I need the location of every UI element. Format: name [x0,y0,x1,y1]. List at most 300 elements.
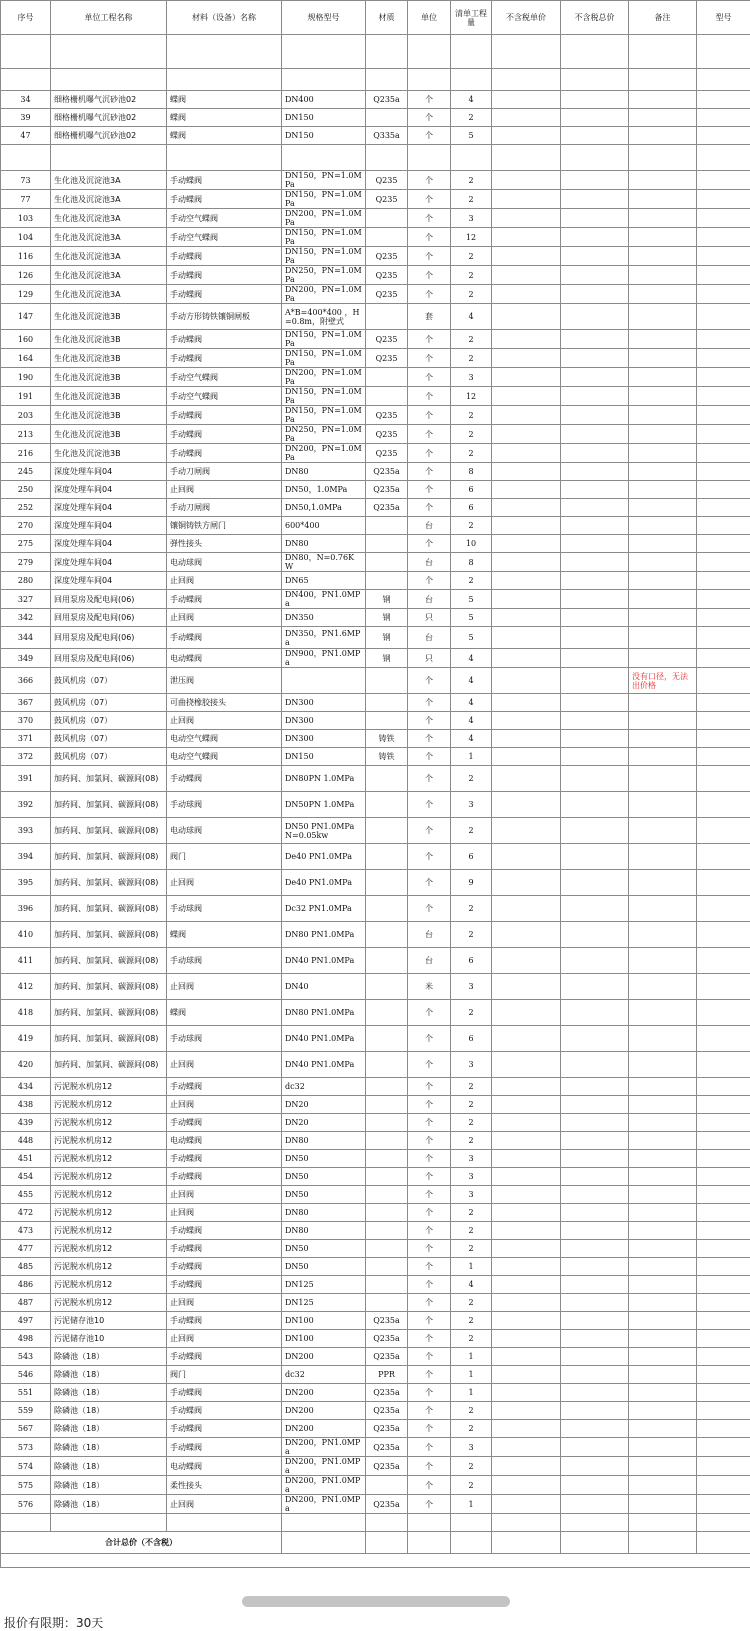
cell-spec-model[interactable]: 600*400 [282,517,366,535]
cell-unit-price[interactable] [492,1495,561,1514]
cell-spec-model[interactable]: DN50 [282,1240,366,1258]
cell-model[interactable] [697,349,750,368]
cell-quantity[interactable]: 2 [451,1096,492,1114]
cell-material[interactable] [366,1168,408,1186]
cell-unit-price[interactable] [492,1476,561,1495]
header-unit-project-name[interactable]: 单位工程名称 [51,1,167,35]
cell-spec-model[interactable]: DN80PN 1.0MPa [282,766,366,792]
cell-spec-model[interactable]: DN50，1.0MPa [282,481,366,499]
header-spec-model[interactable]: 规格型号 [282,1,366,35]
cell-unit[interactable]: 个 [408,1276,451,1294]
cell-index[interactable]: 391 [1,766,51,792]
cell-unit[interactable]: 台 [408,948,451,974]
cell-remark[interactable] [629,1150,697,1168]
cell-unit[interactable]: 个 [408,1168,451,1186]
total-cell[interactable] [282,1532,366,1554]
cell-remark[interactable] [629,91,697,109]
cell-index[interactable]: 203 [1,406,51,425]
cell-unit-project-name[interactable]: 回用泵房及配电间(06) [51,649,167,668]
cell-quantity[interactable]: 6 [451,844,492,870]
cell-unit[interactable]: 个 [408,1438,451,1457]
cell-total-price[interactable] [561,35,629,69]
cell-material-name[interactable]: 手动蝶阀 [167,266,282,285]
cell-total-price[interactable] [561,609,629,627]
cell-unit-price[interactable] [492,349,561,368]
cell-index[interactable]: 116 [1,247,51,266]
cell-material[interactable] [366,228,408,247]
cell-material[interactable] [366,1186,408,1204]
cell-remark[interactable] [629,127,697,145]
cell-unit-project-name[interactable]: 除磷池（18） [51,1476,167,1495]
cell-unit-project-name[interactable]: 除磷池（18） [51,1438,167,1457]
cell-quantity[interactable] [451,35,492,69]
cell-remark[interactable] [629,792,697,818]
cell-unit-project-name[interactable]: 生化池及沉淀池3A [51,209,167,228]
cell-index[interactable]: 275 [1,535,51,553]
cell-unit-price[interactable] [492,922,561,948]
cell-index[interactable]: 412 [1,974,51,1000]
cell-spec-model[interactable]: DN80 PN1.0MPa [282,1000,366,1026]
cell-index[interactable]: 559 [1,1402,51,1420]
cell-model[interactable] [697,609,750,627]
cell-unit-price[interactable] [492,1276,561,1294]
cell-unit-project-name[interactable]: 污泥脱水机房12 [51,1294,167,1312]
cell-unit[interactable]: 台 [408,627,451,649]
cell-unit[interactable]: 个 [408,1204,451,1222]
cell-material-name[interactable]: 止回阀 [167,712,282,730]
cell-material[interactable] [366,1258,408,1276]
cell-spec-model[interactable]: DN80 [282,1222,366,1240]
cell-unit-price[interactable] [492,304,561,330]
cell-total-price[interactable] [561,896,629,922]
cell-model[interactable] [697,694,750,712]
cell-unit-project-name[interactable]: 加药间、加氯间、碳源间(08) [51,922,167,948]
cell-quantity[interactable]: 3 [451,974,492,1000]
cell-unit[interactable]: 个 [408,535,451,553]
cell-material-name[interactable]: 手动蝶阀 [167,1348,282,1366]
cell-unit[interactable]: 个 [408,406,451,425]
cell-unit[interactable] [408,1514,451,1532]
cell-unit[interactable]: 台 [408,590,451,609]
cell-index[interactable]: 342 [1,609,51,627]
cell-quantity[interactable]: 2 [451,818,492,844]
cell-unit-price[interactable] [492,1026,561,1052]
cell-remark[interactable] [629,1052,697,1078]
cell-remark[interactable] [629,1078,697,1096]
cell-model[interactable] [697,463,750,481]
cell-material-name[interactable]: 手动蝶阀 [167,1312,282,1330]
cell-model[interactable] [697,1000,750,1026]
cell-unit-price[interactable] [492,109,561,127]
cell-remark[interactable] [629,1366,697,1384]
cell-spec-model[interactable]: DN200，PN1.0MPa [282,1495,366,1514]
cell-material-name[interactable]: 止回阀 [167,1495,282,1514]
cell-index[interactable]: 420 [1,1052,51,1078]
cell-total-price[interactable] [561,247,629,266]
cell-unit-price[interactable] [492,91,561,109]
cell-unit-project-name[interactable]: 加药间、加氯间、碳源间(08) [51,1052,167,1078]
cell-spec-model[interactable]: DN150，PN=1.0MPa [282,228,366,247]
total-cell[interactable] [451,1532,492,1554]
cell-quantity[interactable]: 2 [451,330,492,349]
cell-unit-project-name[interactable]: 污泥脱水机房12 [51,1258,167,1276]
cell-unit[interactable]: 个 [408,844,451,870]
cell-index[interactable]: 410 [1,922,51,948]
cell-index[interactable]: 575 [1,1476,51,1495]
cell-model[interactable] [697,1438,750,1457]
cell-unit[interactable]: 个 [408,766,451,792]
cell-unit-price[interactable] [492,609,561,627]
cell-unit-project-name[interactable]: 细格栅机曝气沉砂池02 [51,109,167,127]
cell-unit-project-name[interactable]: 加药间、加氯间、碳源间(08) [51,896,167,922]
cell-model[interactable] [697,1348,750,1366]
cell-index[interactable]: 190 [1,368,51,387]
cell-material[interactable] [366,69,408,91]
cell-material[interactable] [366,109,408,127]
cell-model[interactable] [697,190,750,209]
cell-material-name[interactable]: 电动空气蝶阀 [167,748,282,766]
cell-total-price[interactable] [561,1132,629,1150]
cell-material-name[interactable]: 手动蝶阀 [167,171,282,190]
cell-material-name[interactable]: 手动蝶阀 [167,1240,282,1258]
cell-material-name[interactable]: 止回阀 [167,609,282,627]
cell-index[interactable]: 349 [1,649,51,668]
cell-unit[interactable]: 个 [408,668,451,694]
cell-remark[interactable] [629,109,697,127]
cell-quantity[interactable]: 2 [451,572,492,590]
cell-unit-price[interactable] [492,730,561,748]
cell-spec-model[interactable]: DN400 [282,91,366,109]
cell-quantity[interactable]: 3 [451,209,492,228]
cell-unit-project-name[interactable]: 污泥脱水机房12 [51,1132,167,1150]
cell-unit[interactable]: 个 [408,91,451,109]
cell-total-price[interactable] [561,127,629,145]
cell-remark[interactable] [629,1026,697,1052]
cell-unit[interactable]: 套 [408,304,451,330]
cell-model[interactable] [697,1150,750,1168]
cell-index[interactable]: 372 [1,748,51,766]
cell-material-name[interactable]: 手动空气蝶阀 [167,387,282,406]
cell-unit-project-name[interactable]: 除磷池（18） [51,1348,167,1366]
cell-total-price[interactable] [561,1348,629,1366]
cell-model[interactable] [697,748,750,766]
cell-unit-project-name[interactable]: 回用泵房及配电间(06) [51,627,167,649]
cell-spec-model[interactable]: DN20 [282,1096,366,1114]
cell-total-price[interactable] [561,668,629,694]
cell-material[interactable]: 铸铁 [366,748,408,766]
cell-unit[interactable]: 个 [408,694,451,712]
cell-unit-project-name[interactable]: 鼓风机房（07） [51,712,167,730]
cell-unit[interactable]: 个 [408,1258,451,1276]
cell-total-price[interactable] [561,171,629,190]
cell-material-name[interactable]: 手动蝶阀 [167,1402,282,1420]
cell-remark[interactable] [629,535,697,553]
cell-spec-model[interactable]: DN40 [282,974,366,1000]
cell-spec-model[interactable]: DN200，PN1.0MPa [282,1438,366,1457]
cell-unit-price[interactable] [492,748,561,766]
cell-quantity[interactable]: 2 [451,349,492,368]
cell-spec-model[interactable]: DN125 [282,1294,366,1312]
cell-model[interactable] [697,1186,750,1204]
cell-quantity[interactable]: 2 [451,1114,492,1132]
cell-unit-project-name[interactable]: 回用泵房及配电间(06) [51,590,167,609]
cell-remark[interactable] [629,553,697,572]
cell-unit-project-name[interactable]: 加药间、加氯间、碳源间(08) [51,948,167,974]
cell-unit-project-name[interactable]: 深度处理车间04 [51,481,167,499]
cell-material[interactable]: Q235a [366,1457,408,1476]
cell-total-price[interactable] [561,517,629,535]
cell-spec-model[interactable]: DN300 [282,694,366,712]
cell-spec-model[interactable]: DN300 [282,712,366,730]
cell-spec-model[interactable]: DN900，PN1.0MPa [282,649,366,668]
cell-spec-model[interactable]: DN200，PN=1.0MPa [282,444,366,463]
cell-material[interactable] [366,1052,408,1078]
cell-unit[interactable]: 个 [408,1150,451,1168]
cell-unit-project-name[interactable]: 生化池及沉淀池3A [51,266,167,285]
cell-remark[interactable] [629,1330,697,1348]
cell-total-price[interactable] [561,1114,629,1132]
cell-total-price[interactable] [561,425,629,444]
cell-material[interactable]: Q235 [366,330,408,349]
cell-quantity[interactable]: 2 [451,1330,492,1348]
cell-total-price[interactable] [561,91,629,109]
cell-remark[interactable] [629,145,697,171]
cell-unit[interactable]: 个 [408,109,451,127]
cell-quantity[interactable]: 1 [451,1495,492,1514]
cell-unit-price[interactable] [492,712,561,730]
cell-index[interactable]: 396 [1,896,51,922]
cell-material[interactable]: Q235 [366,285,408,304]
cell-total-price[interactable] [561,1312,629,1330]
cell-unit[interactable]: 个 [408,330,451,349]
cell-unit[interactable]: 个 [408,1186,451,1204]
cell-unit[interactable]: 台 [408,517,451,535]
cell-remark[interactable] [629,1384,697,1402]
cell-total-price[interactable] [561,1294,629,1312]
cell-unit-project-name[interactable]: 回用泵房及配电间(06) [51,609,167,627]
cell-index[interactable]: 367 [1,694,51,712]
cell-model[interactable] [697,896,750,922]
total-cell[interactable] [697,1532,750,1554]
cell-index[interactable] [1,35,51,69]
cell-index[interactable]: 270 [1,517,51,535]
cell-unit[interactable]: 个 [408,463,451,481]
cell-unit-price[interactable] [492,1514,561,1532]
cell-material-name[interactable]: 止回阀 [167,870,282,896]
cell-model[interactable] [697,535,750,553]
cell-material-name[interactable]: 手动蝶阀 [167,1114,282,1132]
cell-unit-project-name[interactable]: 生化池及沉淀池3B [51,387,167,406]
cell-model[interactable] [697,649,750,668]
cell-index[interactable]: 126 [1,266,51,285]
cell-spec-model[interactable]: DN150，PN=1.0MPa [282,247,366,266]
cell-unit-project-name[interactable]: 污泥脱水机房12 [51,1186,167,1204]
cell-quantity[interactable]: 12 [451,387,492,406]
cell-quantity[interactable]: 3 [451,1186,492,1204]
cell-material-name[interactable]: 手动蝶阀 [167,1150,282,1168]
cell-material[interactable]: Q235a [366,481,408,499]
cell-quantity[interactable]: 6 [451,948,492,974]
cell-material-name[interactable]: 止回阀 [167,1204,282,1222]
cell-unit[interactable] [408,69,451,91]
cell-remark[interactable] [629,1186,697,1204]
cell-unit-project-name[interactable]: 污泥脱水机房12 [51,1204,167,1222]
cell-material-name[interactable]: 蝶阀 [167,91,282,109]
cell-model[interactable] [697,35,750,69]
cell-model[interactable] [697,481,750,499]
cell-model[interactable] [697,499,750,517]
header-model[interactable]: 型号 [697,1,750,35]
cell-material-name[interactable]: 手动蝶阀 [167,190,282,209]
cell-index[interactable]: 567 [1,1420,51,1438]
cell-index[interactable]: 543 [1,1348,51,1366]
cell-unit-project-name[interactable]: 鼓风机房（07） [51,730,167,748]
cell-quantity[interactable]: 3 [451,1438,492,1457]
cell-total-price[interactable] [561,145,629,171]
cell-remark[interactable] [629,1240,697,1258]
cell-unit-price[interactable] [492,1384,561,1402]
cell-model[interactable] [697,974,750,1000]
cell-model[interactable] [697,1026,750,1052]
cell-index[interactable]: 419 [1,1026,51,1052]
cell-material-name[interactable]: 手动蝶阀 [167,1438,282,1457]
cell-total-price[interactable] [561,1457,629,1476]
cell-unit-price[interactable] [492,1222,561,1240]
cell-material-name[interactable]: 手动球阀 [167,792,282,818]
cell-material[interactable] [366,948,408,974]
cell-total-price[interactable] [561,1495,629,1514]
cell-spec-model[interactable] [282,35,366,69]
cell-material-name[interactable]: 手动蝶阀 [167,444,282,463]
header-quantity[interactable]: 清单工程量 [451,1,492,35]
cell-quantity[interactable]: 4 [451,694,492,712]
cell-remark[interactable] [629,368,697,387]
cell-spec-model[interactable]: DN80 [282,463,366,481]
cell-model[interactable] [697,1514,750,1532]
cell-unit-price[interactable] [492,368,561,387]
cell-spec-model[interactable]: DN400，PN1.0MPa [282,590,366,609]
cell-material[interactable]: Q235a [366,1402,408,1420]
cell-quantity[interactable]: 2 [451,1294,492,1312]
cell-total-price[interactable] [561,285,629,304]
cell-unit[interactable]: 个 [408,1026,451,1052]
cell-index[interactable]: 47 [1,127,51,145]
cell-spec-model[interactable]: DN40 PN1.0MPa [282,948,366,974]
cell-total-price[interactable] [561,1168,629,1186]
cell-total-price[interactable] [561,730,629,748]
cell-unit[interactable]: 个 [408,285,451,304]
cell-quantity[interactable]: 4 [451,91,492,109]
cell-total-price[interactable] [561,304,629,330]
cell-index[interactable]: 498 [1,1330,51,1348]
cell-unit-project-name[interactable]: 除磷池（18） [51,1457,167,1476]
cell-spec-model[interactable]: DN125 [282,1276,366,1294]
cell-spec-model[interactable]: DN150，PN=1.0MPa [282,349,366,368]
cell-unit[interactable]: 个 [408,1402,451,1420]
cell-model[interactable] [697,818,750,844]
cell-unit[interactable]: 个 [408,499,451,517]
cell-total-price[interactable] [561,228,629,247]
cell-index[interactable]: 477 [1,1240,51,1258]
cell-remark[interactable] [629,844,697,870]
cell-model[interactable] [697,109,750,127]
cell-material-name[interactable]: 手动空气蝶阀 [167,209,282,228]
cell-total-price[interactable] [561,463,629,481]
cell-index[interactable]: 487 [1,1294,51,1312]
cell-spec-model[interactable]: DN200，PN=1.0MPa [282,209,366,228]
cell-material-name[interactable]: 手动蝶阀 [167,406,282,425]
cell-model[interactable] [697,517,750,535]
cell-material-name[interactable]: 手动球阀 [167,1026,282,1052]
cell-model[interactable] [697,922,750,948]
cell-unit-project-name[interactable] [51,145,167,171]
cell-unit-price[interactable] [492,668,561,694]
cell-model[interactable] [697,1132,750,1150]
cell-unit-price[interactable] [492,1312,561,1330]
cell-quantity[interactable]: 4 [451,304,492,330]
total-cell[interactable] [561,1532,629,1554]
header-total-price[interactable]: 不含税总价 [561,1,629,35]
cell-unit-project-name[interactable]: 生化池及沉淀池3B [51,349,167,368]
cell-spec-model[interactable]: DN150，PN=1.0MPa [282,190,366,209]
cell-total-price[interactable] [561,1366,629,1384]
cell-material-name[interactable]: 蝶阀 [167,109,282,127]
cell-unit[interactable]: 个 [408,368,451,387]
cell-quantity[interactable]: 2 [451,896,492,922]
cell-quantity[interactable]: 6 [451,499,492,517]
cell-material-name[interactable]: 电动蝶阀 [167,1132,282,1150]
cell-total-price[interactable] [561,1204,629,1222]
cell-material-name[interactable]: 手动蝶阀 [167,1078,282,1096]
cell-remark[interactable] [629,285,697,304]
cell-total-price[interactable] [561,1026,629,1052]
cell-remark[interactable] [629,35,697,69]
cell-remark[interactable] [629,896,697,922]
cell-material[interactable] [366,1150,408,1168]
header-remark[interactable]: 备注 [629,1,697,35]
cell-unit-price[interactable] [492,127,561,145]
cell-unit[interactable]: 个 [408,792,451,818]
cell-unit-price[interactable] [492,649,561,668]
cell-spec-model[interactable]: DN200 [282,1402,366,1420]
cell-unit-price[interactable] [492,190,561,209]
cell-spec-model[interactable]: De40 PN1.0MPa [282,870,366,896]
cell-index[interactable]: 252 [1,499,51,517]
cell-material-name[interactable]: 手动蝶阀 [167,349,282,368]
cell-index[interactable]: 344 [1,627,51,649]
cell-spec-model[interactable]: DN150 [282,109,366,127]
cell-index[interactable]: 394 [1,844,51,870]
cell-model[interactable] [697,1258,750,1276]
cell-material-name[interactable]: 止回阀 [167,1096,282,1114]
cell-unit-price[interactable] [492,818,561,844]
cell-total-price[interactable] [561,1514,629,1532]
cell-quantity[interactable]: 5 [451,609,492,627]
cell-spec-model[interactable]: DN80 [282,535,366,553]
cell-unit[interactable]: 个 [408,818,451,844]
cell-unit-price[interactable] [492,266,561,285]
cell-unit-project-name[interactable]: 生化池及沉淀池3B [51,368,167,387]
cell-unit-project-name[interactable]: 加药间、加氯间、碳源间(08) [51,818,167,844]
cell-unit-price[interactable] [492,590,561,609]
cell-model[interactable] [697,387,750,406]
cell-unit[interactable]: 个 [408,1132,451,1150]
cell-unit-project-name[interactable]: 污泥脱水机房12 [51,1078,167,1096]
cell-spec-model[interactable]: DN40 PN1.0MPa [282,1052,366,1078]
cell-unit-price[interactable] [492,1258,561,1276]
cell-unit-price[interactable] [492,1114,561,1132]
cell-unit-price[interactable] [492,844,561,870]
